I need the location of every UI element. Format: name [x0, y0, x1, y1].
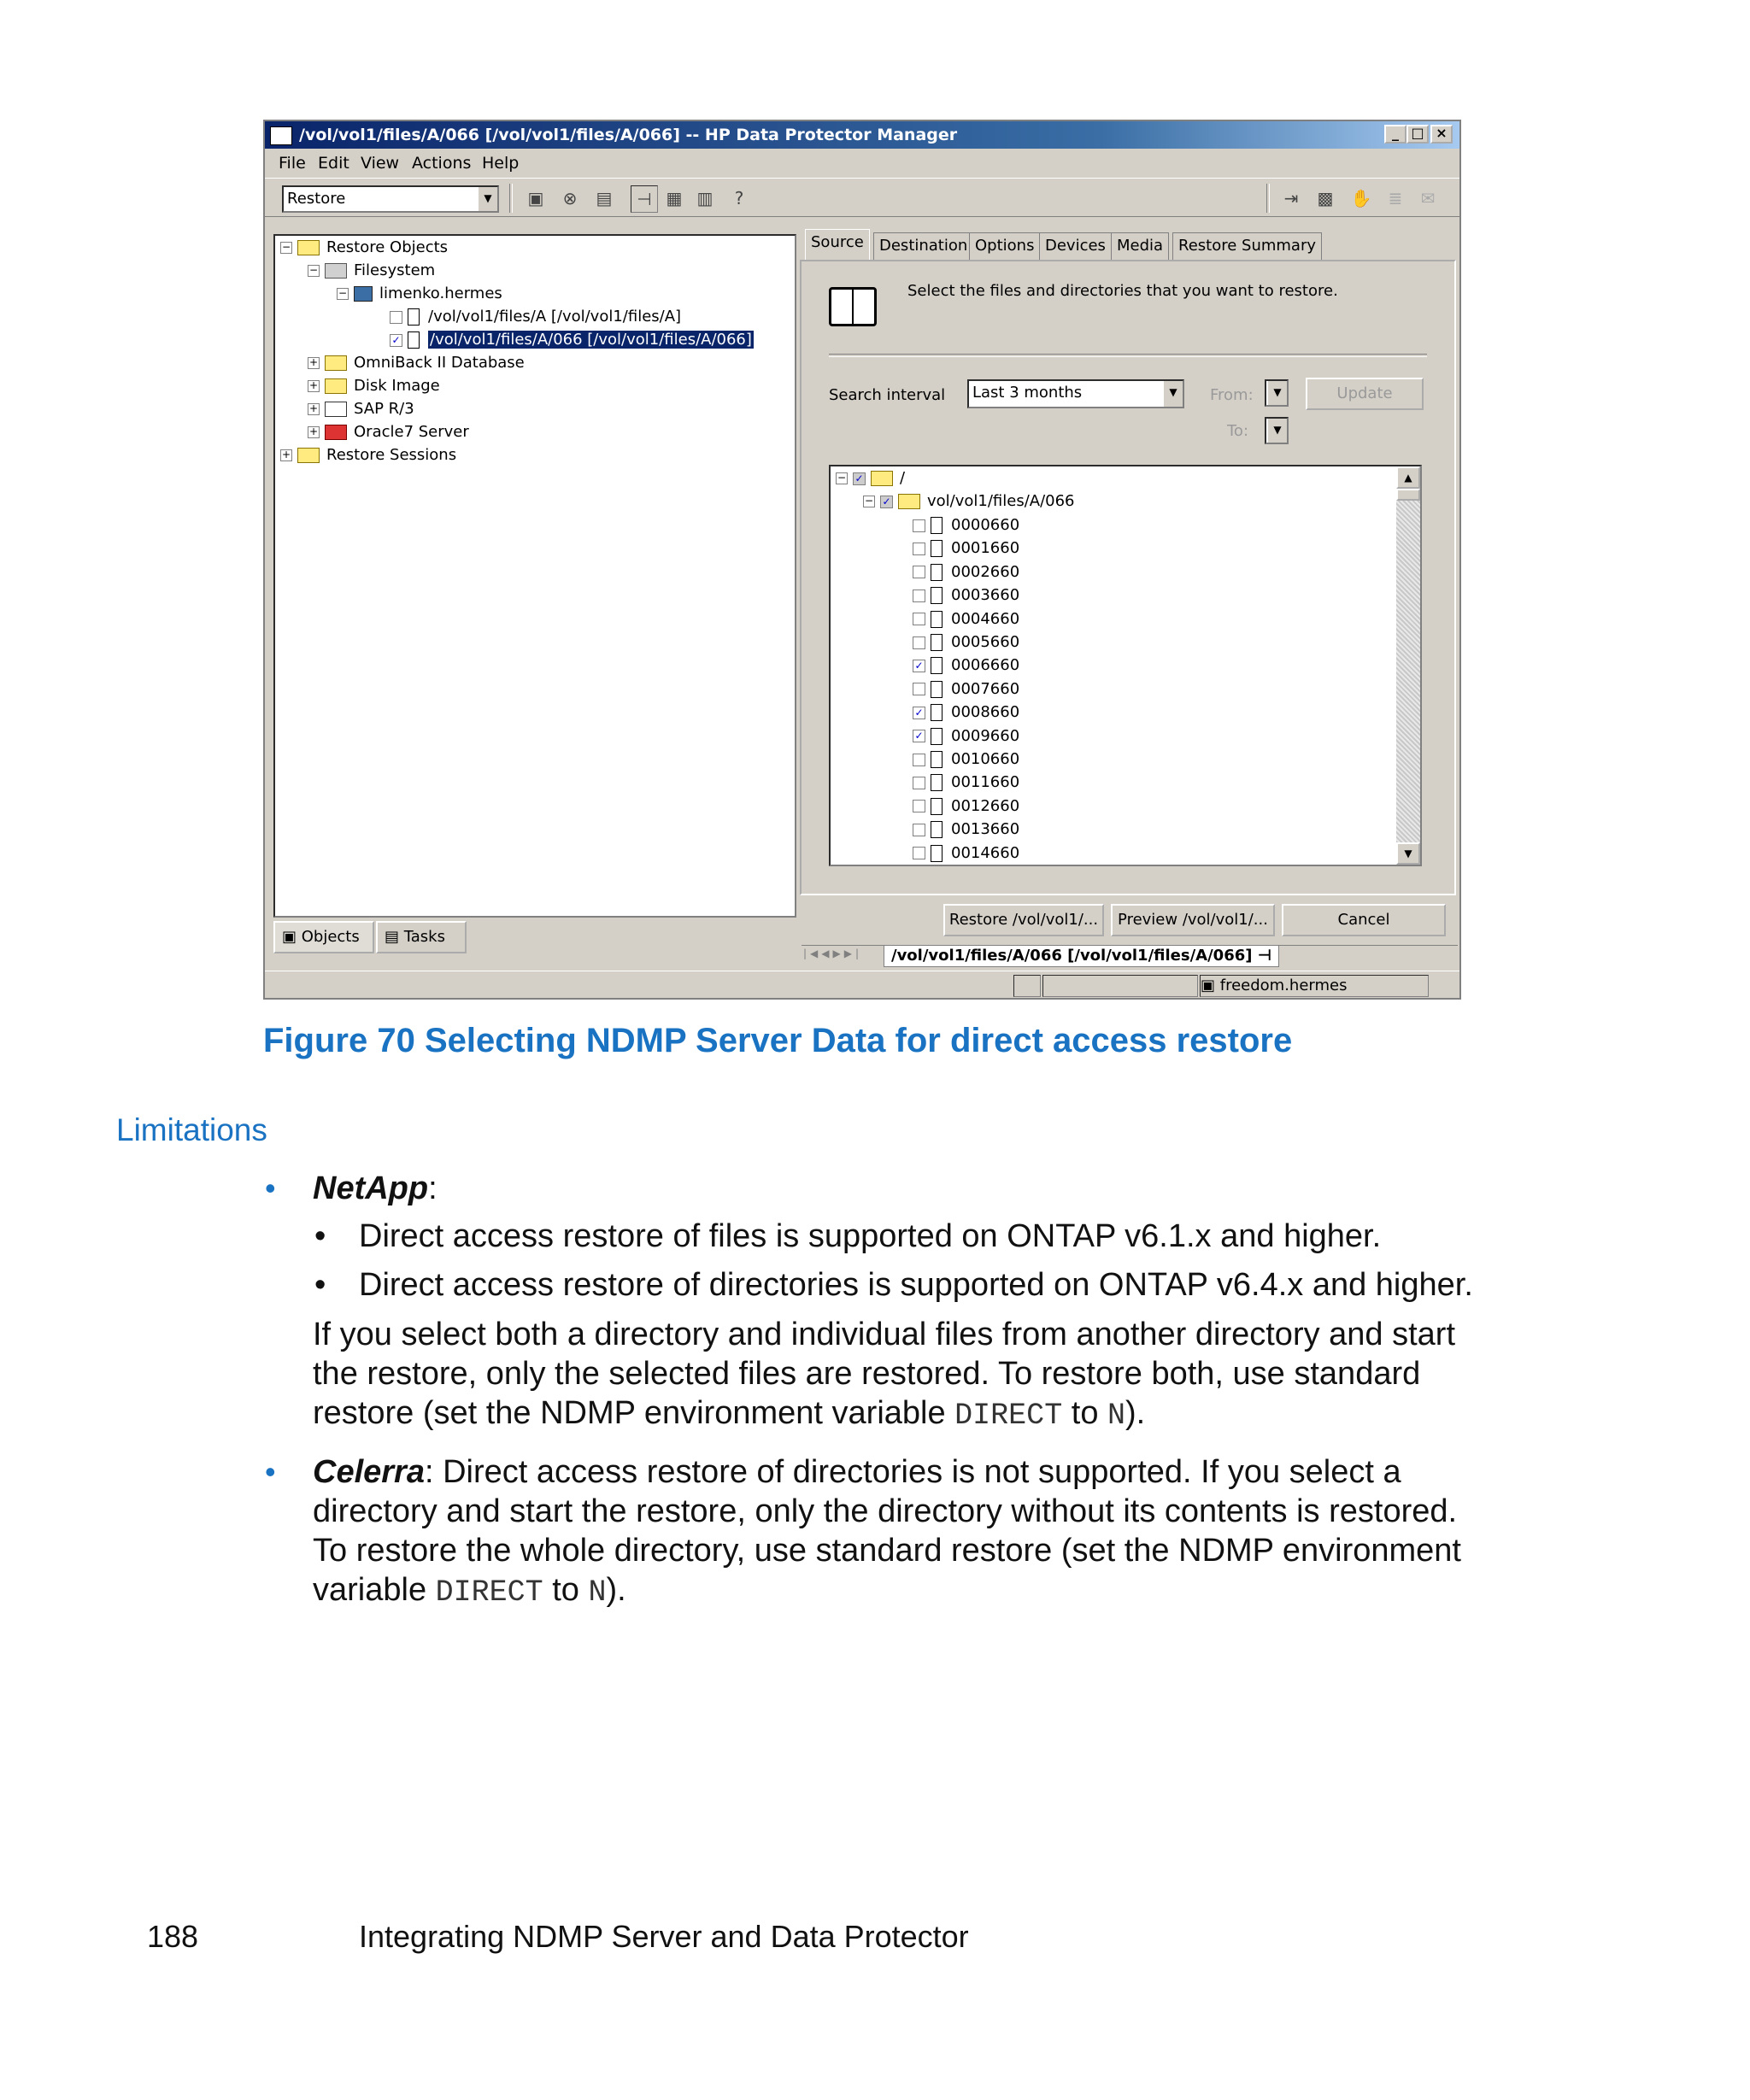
- file-icon: [931, 587, 943, 604]
- app-icon: [270, 126, 292, 145]
- to-label: To:: [1227, 422, 1249, 440]
- checkbox[interactable]: [390, 311, 402, 324]
- checkbox[interactable]: [913, 636, 925, 649]
- folder-icon: [297, 240, 320, 255]
- collapse-icon[interactable]: −: [281, 241, 291, 253]
- bullet: •: [265, 1170, 276, 1205]
- document-tab-strip: [802, 945, 1458, 968]
- tree-restore-sessions[interactable]: + Restore Sessions: [281, 446, 457, 464]
- file-icon: [931, 564, 943, 581]
- connect-icon[interactable]: ▣: [527, 188, 544, 208]
- checkbox[interactable]: [913, 824, 925, 836]
- search-interval-label: Search interval: [829, 386, 946, 404]
- file-name: 0014660: [951, 843, 1020, 862]
- checkbox-partial[interactable]: ✓: [853, 472, 866, 485]
- tab-options[interactable]: Options: [969, 232, 1040, 261]
- file-icon: [931, 845, 943, 862]
- file-row[interactable]: [913, 842, 1019, 865]
- computer-icon: [354, 286, 373, 302]
- netapp-item: NetApp:: [313, 1170, 438, 1206]
- minimize-button[interactable]: _: [1384, 125, 1406, 144]
- toolbar-separator: [509, 184, 513, 213]
- scroll-up-icon[interactable]: ▲: [1396, 466, 1420, 489]
- folder-icon: [325, 355, 347, 371]
- file-name: 0002660: [951, 562, 1020, 581]
- file-row[interactable]: [913, 607, 1019, 631]
- divider: [829, 354, 1427, 357]
- tree-object-2[interactable]: ✓ /vol/vol1/files/A/066 [/vol/vol1/files/A/066]: [390, 328, 754, 351]
- file-icon: [931, 821, 943, 838]
- celerra-line-1: Celerra: Direct access restore of directories is not supported. If you select a: [313, 1454, 1401, 1490]
- title-bar: [265, 121, 1459, 149]
- toolbar-separator: [1266, 184, 1270, 213]
- update-button[interactable]: Update: [1306, 378, 1424, 410]
- tree-restore-objects[interactable]: − Restore Objects: [281, 238, 449, 256]
- file-tree-directory[interactable]: − ✓ vol/vol1/files/A/066: [864, 492, 1075, 510]
- file-name: 0001660: [951, 539, 1020, 558]
- tree-object-1[interactable]: /vol/vol1/files/A [/vol/vol1/files/A]: [390, 305, 681, 328]
- collapse-icon[interactable]: −: [338, 287, 348, 299]
- file-name: 0009660: [951, 726, 1020, 745]
- checkbox[interactable]: [913, 519, 925, 532]
- expand-icon[interactable]: +: [281, 449, 291, 460]
- file-name: 0008660: [951, 703, 1020, 722]
- checkbox-checked[interactable]: ✓: [913, 660, 925, 672]
- calendar-icon[interactable]: ▥: [696, 188, 714, 208]
- netapp-para-line-2: the restore, only the selected files are restored. To restore both, use standard: [313, 1356, 1421, 1392]
- restore-button[interactable]: Restore /vol/vol1/...: [943, 904, 1104, 936]
- file-icon: [931, 751, 943, 768]
- tab-devices[interactable]: Devices: [1039, 232, 1112, 261]
- close-button[interactable]: ×: [1430, 125, 1453, 144]
- file-name: 0004660: [951, 609, 1020, 628]
- scroll-thumb[interactable]: [1396, 489, 1420, 501]
- collapse-icon[interactable]: −: [837, 472, 847, 484]
- file-tree-root[interactable]: − ✓ /: [837, 469, 906, 487]
- file-name: 0003660: [951, 586, 1020, 605]
- list-icon[interactable]: ≣: [1388, 188, 1403, 208]
- tree-filesystem[interactable]: − Filesystem: [308, 261, 436, 279]
- file-name: 0000660: [951, 516, 1020, 534]
- checkbox[interactable]: [913, 754, 925, 766]
- vertical-scrollbar[interactable]: [1396, 466, 1420, 865]
- folder-icon: [325, 378, 347, 394]
- maximize-button[interactable]: □: [1406, 125, 1429, 144]
- file-row[interactable]: [913, 560, 1019, 584]
- file-icon: [931, 611, 943, 628]
- report-icon[interactable]: ✉: [1420, 188, 1436, 208]
- netapp-para-line-3: restore (set the NDMP environment variable DIRECT to N).: [313, 1395, 1146, 1433]
- tree-host[interactable]: − limenko.hermes: [338, 284, 502, 302]
- expand-icon[interactable]: +: [308, 425, 319, 437]
- file-name: 0006660: [951, 656, 1020, 675]
- file-name: 0005660: [951, 633, 1020, 651]
- file-row[interactable]: [913, 678, 1019, 701]
- checkbox-checked[interactable]: ✓: [390, 334, 402, 347]
- sub-bullet: •: [314, 1218, 326, 1254]
- context-combo-value: Restore: [287, 190, 346, 208]
- status-cell: [1042, 975, 1198, 997]
- file-icon: [931, 540, 943, 557]
- menu-file[interactable]: File: [279, 154, 306, 173]
- tab-objects[interactable]: ▣ Objects: [273, 921, 374, 953]
- from-label: From:: [1210, 386, 1254, 404]
- checkbox[interactable]: [913, 847, 925, 859]
- menu-view[interactable]: View: [361, 154, 400, 173]
- collapse-icon[interactable]: −: [308, 264, 319, 276]
- tasks-icon: ▤: [385, 928, 404, 946]
- checkbox-checked[interactable]: ✓: [913, 730, 925, 742]
- tab-tasks[interactable]: ▤ Tasks: [376, 921, 467, 953]
- context-combo[interactable]: [282, 185, 499, 213]
- netapp-sub-2: Direct access restore of directories is supported on ONTAP v6.4.x and higher.: [359, 1267, 1473, 1303]
- file-row[interactable]: [913, 631, 1019, 654]
- checkbox-partial[interactable]: ✓: [880, 496, 893, 508]
- tab-media[interactable]: Media: [1111, 232, 1169, 261]
- file-icon: [931, 517, 943, 534]
- grid-icon[interactable]: ▦: [666, 188, 683, 208]
- objects-icon: ▣: [282, 928, 302, 946]
- celerra-label: Celerra: [313, 1454, 425, 1490]
- checkbox[interactable]: [913, 800, 925, 812]
- from-select[interactable]: [1265, 379, 1289, 407]
- file-icon: [931, 657, 943, 674]
- scroll-down-icon[interactable]: ▼: [1396, 842, 1420, 865]
- to-select[interactable]: [1265, 417, 1289, 444]
- folder-icon: [871, 471, 893, 486]
- tab-source[interactable]: Source: [805, 229, 870, 261]
- tree-oracle[interactable]: + Oracle7 Server: [308, 423, 469, 441]
- device-icon[interactable]: ▩: [1317, 188, 1334, 208]
- menu-help[interactable]: Help: [482, 154, 520, 173]
- file-row[interactable]: [913, 654, 1019, 677]
- status-bar: [265, 971, 1459, 999]
- help-icon[interactable]: ?: [734, 188, 744, 208]
- celerra-line-2: directory and start the restore, only the directory without its contents is restored.: [313, 1493, 1458, 1529]
- pin-icon: ⊣: [1257, 947, 1272, 965]
- file-row[interactable]: [913, 724, 1019, 748]
- object-icon: [408, 331, 420, 349]
- page-number: 188: [147, 1919, 199, 1954]
- checkbox[interactable]: [913, 613, 925, 625]
- filesystem-icon: [325, 263, 347, 279]
- import-icon[interactable]: ⇥: [1283, 188, 1299, 208]
- status-cell: [1013, 975, 1041, 997]
- file-row[interactable]: [913, 537, 1019, 560]
- file-name: 0007660: [951, 679, 1020, 698]
- tab-restore-summary[interactable]: Restore Summary: [1172, 232, 1322, 261]
- toolbar: [265, 178, 1459, 217]
- checkbox[interactable]: [913, 683, 925, 695]
- object-icon: [408, 308, 420, 326]
- file-row[interactable]: [913, 513, 1019, 537]
- cancel-button[interactable]: Cancel: [1282, 904, 1446, 936]
- server-icon: ▣: [1201, 977, 1220, 994]
- file-icon: [931, 681, 943, 698]
- folder-icon: [297, 448, 320, 463]
- tab-scroll-icon[interactable]: |◀◀▶▶|: [803, 947, 862, 959]
- file-icon: [931, 798, 943, 815]
- checkbox[interactable]: [913, 777, 925, 789]
- pin-icon[interactable]: ⊣: [631, 185, 658, 213]
- file-row[interactable]: [913, 748, 1019, 771]
- oracle-icon: [325, 425, 347, 440]
- file-row[interactable]: [913, 584, 1019, 607]
- chevron-down-icon[interactable]: ▼: [1162, 381, 1183, 407]
- status-host: ▣ freedom.hermes: [1200, 975, 1429, 997]
- checkbox[interactable]: [913, 590, 925, 602]
- menu-actions[interactable]: Actions: [412, 154, 472, 173]
- checkbox[interactable]: [913, 543, 925, 555]
- window-title: /vol/vol1/files/A/066 [/vol/vol1/files/A/066] -- HP Data Protector Manager: [299, 126, 958, 144]
- expand-icon[interactable]: +: [308, 356, 319, 368]
- file-name: 0012660: [951, 796, 1020, 815]
- app-window: [263, 120, 1461, 1000]
- figure-caption: Figure 70 Selecting NDMP Server Data for direct access restore: [263, 1022, 1293, 1059]
- preview-button[interactable]: Preview /vol/vol1/...: [1111, 904, 1275, 936]
- hand-icon[interactable]: ✋: [1350, 188, 1372, 208]
- chevron-down-icon[interactable]: ▼: [1266, 381, 1287, 405]
- stop-icon[interactable]: ⊗: [562, 188, 578, 208]
- file-tree: [829, 465, 1422, 866]
- bullet: •: [265, 1454, 276, 1489]
- file-row[interactable]: [913, 771, 1019, 794]
- document-tab[interactable]: /vol/vol1/files/A/066 [/vol/vol1/files/A/066] ⊣: [884, 946, 1279, 967]
- celerra-line-3: To restore the whole directory, use standard restore (set the NDMP environment: [313, 1533, 1461, 1569]
- chevron-down-icon[interactable]: ▼: [477, 187, 497, 211]
- checkbox-checked[interactable]: ✓: [913, 707, 925, 719]
- celerra-line-4: variable DIRECT to N).: [313, 1572, 626, 1610]
- file-name: 0010660: [951, 750, 1020, 768]
- footer-title: Integrating NDMP Server and Data Protector: [359, 1919, 969, 1954]
- netapp-label: NetApp: [313, 1170, 429, 1206]
- sap-icon: [325, 402, 347, 417]
- window-icon[interactable]: ▤: [596, 188, 613, 208]
- sub-bullet: •: [314, 1267, 326, 1303]
- file-row[interactable]: [913, 795, 1019, 818]
- tree-disk-image[interactable]: + Disk Image: [308, 377, 440, 395]
- book-icon: [829, 287, 877, 326]
- search-interval-select[interactable]: Last 3 months ▼: [967, 379, 1184, 408]
- menu-edit[interactable]: Edit: [318, 154, 349, 173]
- expand-icon[interactable]: +: [308, 402, 319, 414]
- file-row[interactable]: [913, 818, 1019, 841]
- folder-icon: [898, 494, 920, 509]
- expand-icon[interactable]: +: [308, 379, 319, 391]
- netapp-sub-1: Direct access restore of files is supported on ONTAP v6.1.x and higher.: [359, 1218, 1382, 1254]
- file-icon: [931, 728, 943, 745]
- file-name: 0013660: [951, 820, 1020, 839]
- netapp-para-line-1: If you select both a directory and individual files from another directory and start: [313, 1317, 1456, 1352]
- file-icon: [931, 634, 943, 651]
- file-icon: [931, 774, 943, 791]
- file-row[interactable]: [913, 701, 1019, 724]
- chevron-down-icon[interactable]: ▼: [1266, 419, 1287, 443]
- checkbox[interactable]: [913, 566, 925, 578]
- section-heading: Limitations: [116, 1112, 267, 1147]
- tree-omniback[interactable]: + OmniBack II Database: [308, 354, 525, 372]
- menu-bar: [265, 150, 1459, 176]
- tab-destination[interactable]: Destination: [873, 232, 973, 261]
- file-icon: [931, 704, 943, 721]
- collapse-icon[interactable]: −: [864, 495, 874, 507]
- instruction-text: Select the files and directories that you want to restore.: [907, 282, 1338, 300]
- file-name: 0011660: [951, 773, 1020, 792]
- scoping-tree: [273, 234, 796, 918]
- tree-sap[interactable]: + SAP R/3: [308, 400, 414, 418]
